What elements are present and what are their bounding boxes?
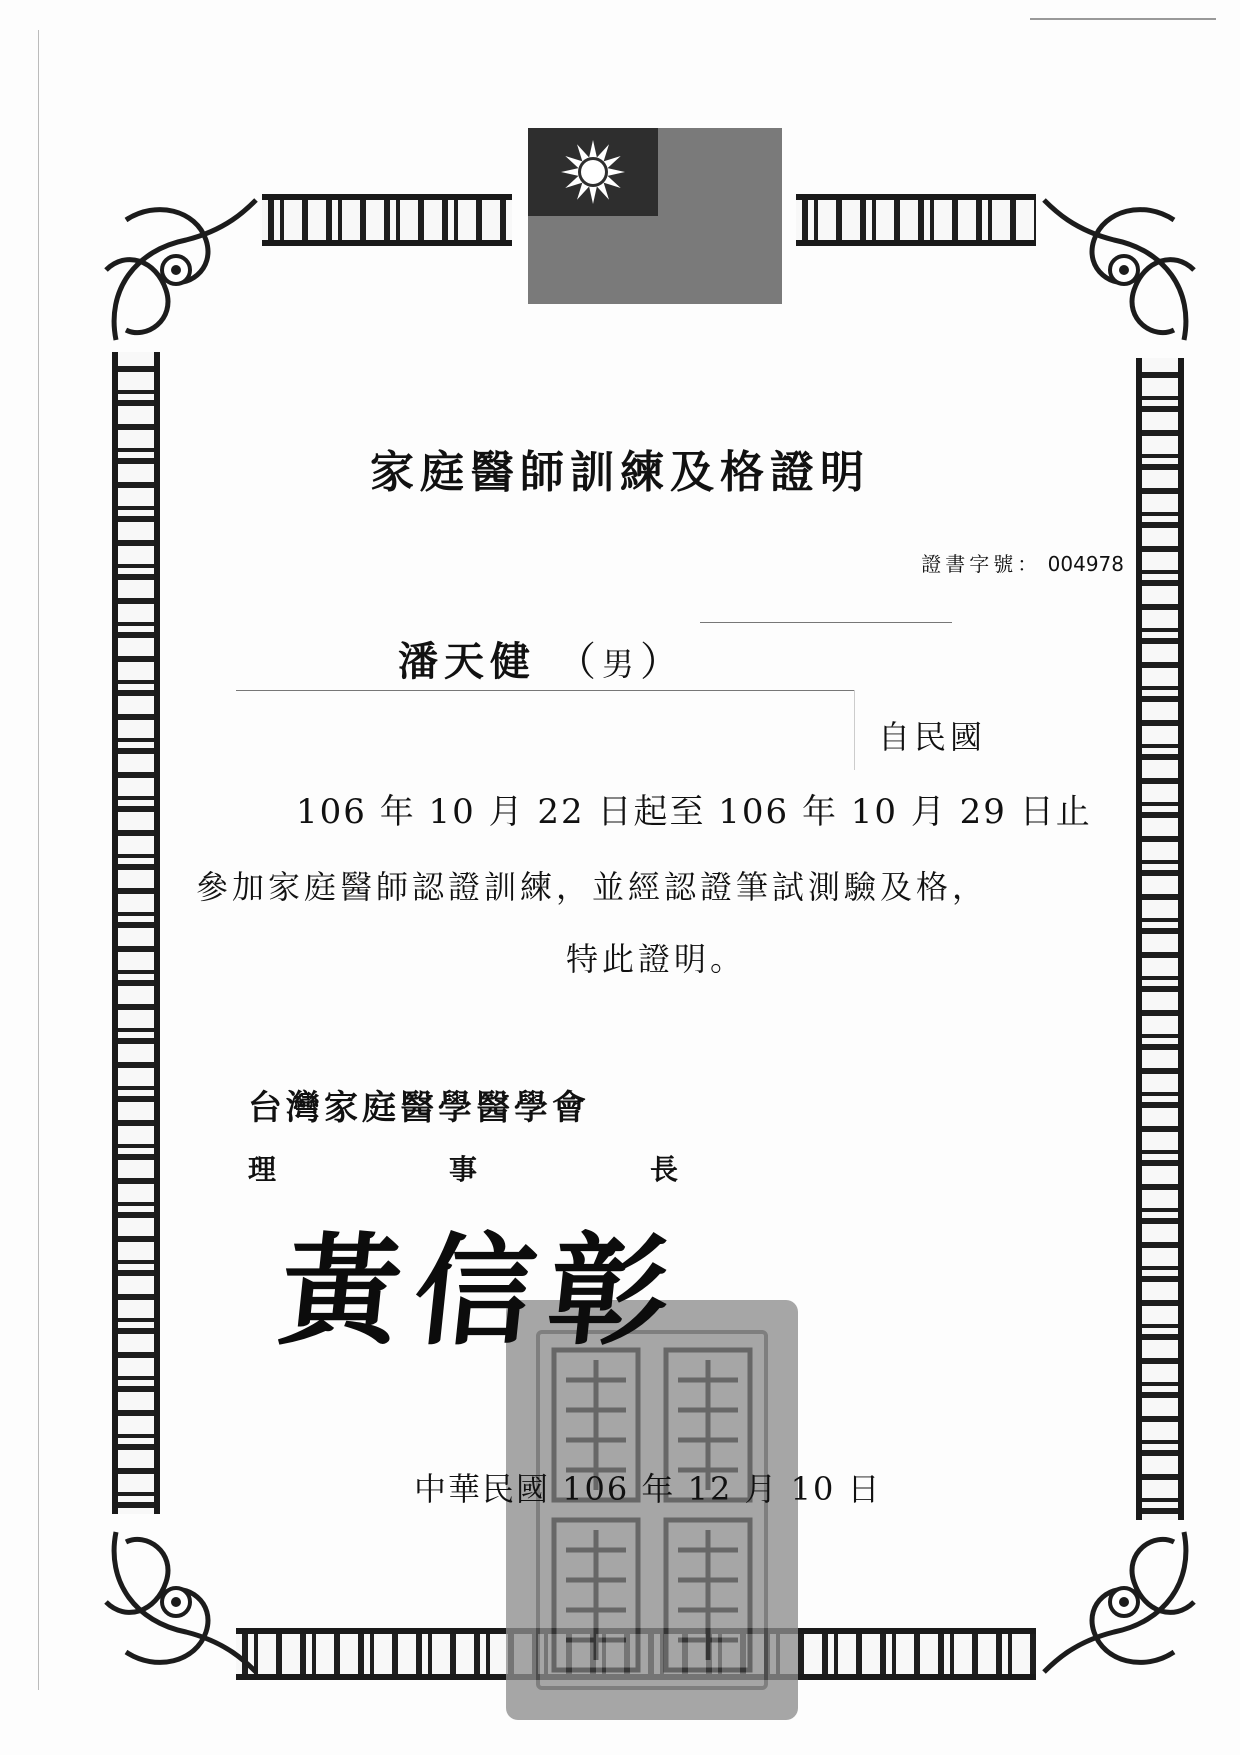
redacted-line-1 — [700, 622, 952, 623]
certificate-title: 家庭醫師訓練及格證明 — [370, 447, 870, 498]
recipient-name-line — [398, 630, 686, 687]
border-left-band — [112, 352, 160, 1514]
scan-artifact-line — [1030, 18, 1216, 20]
role-char-2: 事 — [448, 1153, 477, 1186]
role-char-3: 長 — [649, 1153, 678, 1186]
national-flag — [528, 128, 782, 304]
signature: 黃信彰 — [273, 1221, 691, 1362]
signatory-title — [248, 1148, 678, 1188]
certification-statement: 參加家庭醫師認證訓練，並經認證筆試測驗及格， — [196, 868, 989, 906]
border-top-right-band — [796, 194, 1036, 246]
corner-ornament-bottom-left — [96, 1522, 266, 1682]
certificate-number — [921, 548, 1124, 577]
issuing-organization: 台灣家庭醫學醫學會 — [248, 1088, 590, 1128]
training-period: 106 年 10 月 22 日起至 106 年 10 月 29 日止 — [296, 792, 1092, 832]
corner-ornament-top-left — [96, 190, 266, 350]
scan-artifact-edge — [38, 30, 39, 1690]
border-top-left-band — [262, 194, 512, 246]
recipient-gender: （男） — [555, 639, 686, 685]
border-right-band — [1136, 358, 1184, 1520]
issue-date: 中華民國 106 年 12 月 10 日 — [414, 1470, 882, 1508]
role-char-1: 理 — [248, 1153, 277, 1186]
flag-canton — [528, 128, 658, 216]
redacted-line-2 — [236, 690, 854, 691]
white-sun-icon — [528, 128, 658, 216]
corner-ornament-bottom-right — [1034, 1522, 1204, 1682]
recipient-name: 潘天健 — [398, 638, 536, 685]
corner-ornament-top-right — [1034, 190, 1204, 350]
since-label: 自民國 — [878, 718, 987, 756]
certificate-number-label: 證書字號： — [921, 552, 1042, 576]
closing-statement: 特此證明。 — [566, 940, 747, 978]
redacted-line-3 — [854, 690, 855, 770]
certificate-number-value: 004978 — [1047, 552, 1124, 576]
